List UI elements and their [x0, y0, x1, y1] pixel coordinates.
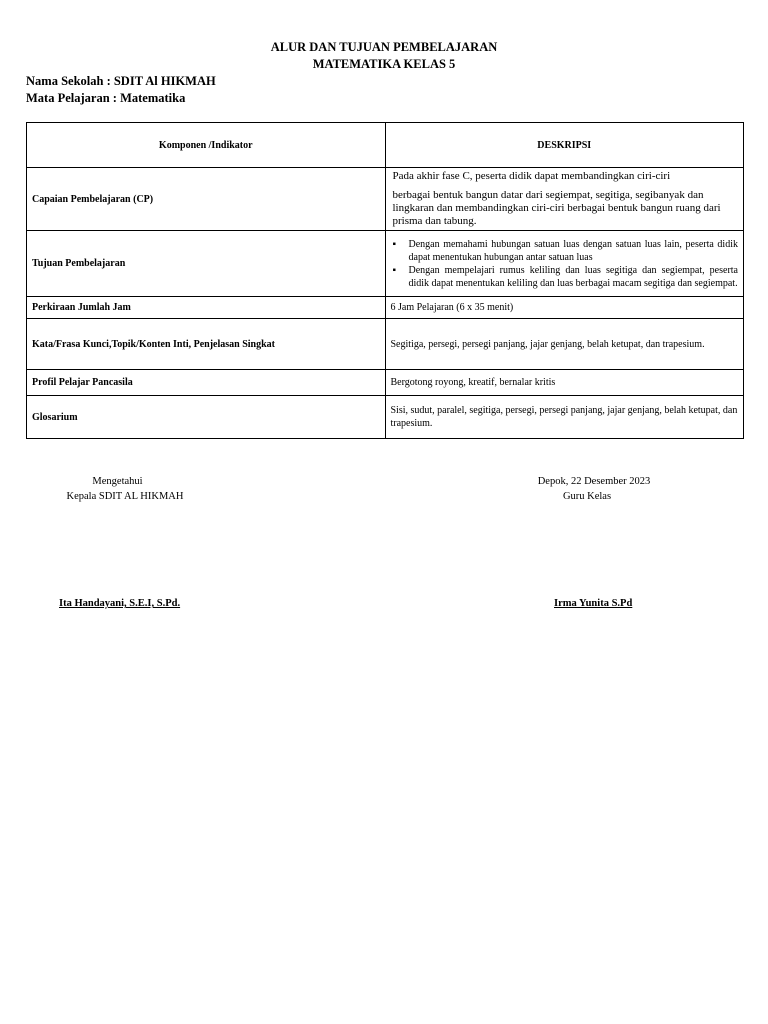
cp-line-1: Pada akhir fase C, peserta didik dapat membandingkan ciri-ciri [392, 170, 671, 182]
glosarium-label: Glosarium [27, 396, 386, 439]
kata-value: Segitiga, persegi, persegi panjang, jajar genjang, belah ketupat, dan trapesium. [385, 319, 744, 370]
teacher-name: Irma Yunita S.Pd [554, 598, 633, 609]
school-name: Nama Sekolah : SDIT Al HIKMAH [26, 74, 216, 88]
profil-label: Profil Pelajar Pancasila [27, 370, 386, 396]
sign-right-role: Guru Kelas [562, 491, 612, 502]
tp-item: ▪ Dengan memahami hubungan satuan luas dengan satuan luas lain, peserta didik dapat menentukan hubungan antar satuan luas [409, 238, 739, 264]
tp-item: ▪ Dengan mempelajari rumus keliling dan luas segitiga dan segiempat, peserta didik dapat menentukan keliling dan luas berbagai macam segitiga dan segiempat. [409, 264, 739, 290]
table-row-profil [27, 370, 744, 396]
cp-line-2: berbagai bentuk bangun datar dari segiempat, segitiga, segibanyak dan lingkaran dan membandingkan ciri-ciri berbagai bentuk bangun ruang dari prisma dan tabung. [392, 189, 721, 227]
sign-left-role: Kepala SDIT AL HIKMAH [66, 491, 184, 502]
glosarium-value: Sisi, sudut, paralel, segitiga, persegi, persegi panjang, jajar genjang, belah ketupat, dan trapesium. [385, 396, 744, 439]
cp-description [385, 168, 744, 231]
table-row-kata [27, 319, 744, 370]
jam-label: Perkiraan Jumlah Jam [27, 297, 386, 319]
table-row-tp [27, 231, 744, 297]
kata-label: Kata/Frasa Kunci,Topik/Konten Inti, Penjelasan Singkat [27, 319, 386, 370]
document-title: ALUR DAN TUJUAN PEMBELAJARAN [270, 40, 498, 54]
table-header-row [27, 123, 744, 168]
subject-name: Mata Pelajaran : Matematika [26, 91, 186, 105]
header-component: Komponen /Indikator [27, 123, 386, 168]
header-description: DESKRIPSI [385, 123, 744, 168]
cp-label: Capaian Pembelajaran (CP) [27, 168, 386, 231]
principal-name: Ita Handayani, S.E.I, S.Pd. [59, 598, 181, 609]
jam-value: 6 Jam Pelajaran (6 x 35 menit) [385, 297, 744, 319]
tp-list [391, 238, 739, 290]
learning-objectives-table [26, 122, 744, 439]
tp-description [385, 231, 744, 297]
sign-right-place-date: Depok, 22 Desember 2023 [537, 476, 651, 487]
profil-value: Bergotong royong, kreatif, bernalar kritis [385, 370, 744, 396]
table-row-cp [27, 168, 744, 231]
tp-label: Tujuan Pembelajaran [27, 231, 386, 297]
table-row-glosarium [27, 396, 744, 439]
table-row-jam [27, 297, 744, 319]
sign-left-acknowledge: Mengetahui [92, 476, 143, 487]
document-subtitle: MATEMATIKA KELAS 5 [312, 57, 456, 71]
